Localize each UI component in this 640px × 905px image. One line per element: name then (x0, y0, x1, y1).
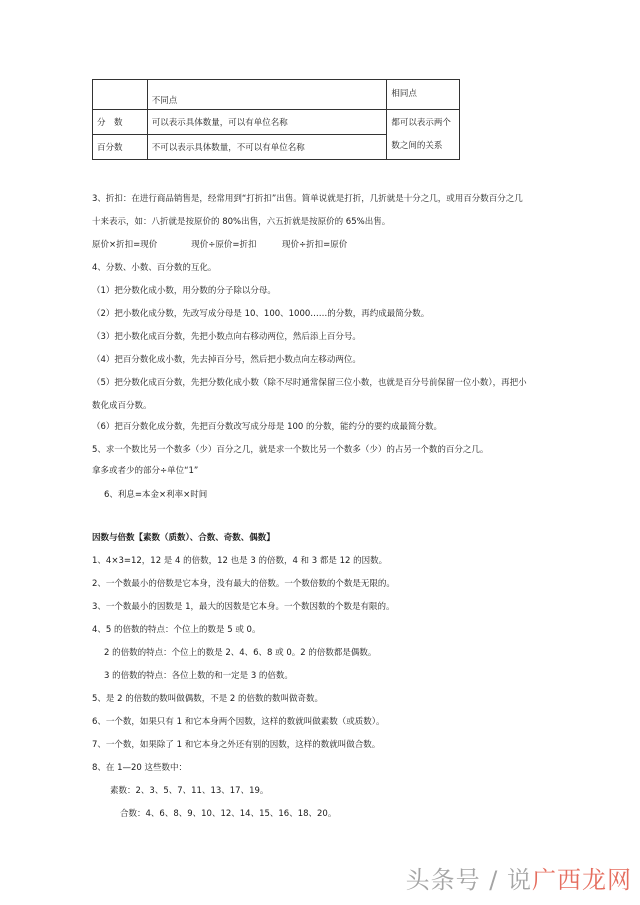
table-header-row (93, 80, 460, 110)
table-header-cell: 不同点 (147, 80, 387, 110)
watermark-right: 广西龙网 (532, 866, 632, 894)
table-row (93, 110, 460, 135)
text-line: 7、一个数，如果除了 1 和它本身之外还有别的因数，这样的数就叫做合数。 (92, 740, 381, 750)
text-line: （4）把百分数化成小数，先去掉百分号，然后把小数点向左移动两位。 (92, 355, 361, 365)
text-line: 数化成百分数。 (92, 401, 152, 411)
text-line: （6）把百分数化成分数，先把百分数改写成分母是 100 的分数，能约分的要约成最简分数。 (92, 422, 443, 432)
table-cell: 分 数 (93, 110, 148, 135)
text-line: 拿多或者少的部分÷单位“1” (92, 466, 199, 476)
text-line: 6、一个数，如果只有 1 和它本身两个因数，这样的数就叫做素数（或质数）。 (92, 717, 385, 727)
watermark (406, 860, 632, 895)
text-line: 2 的倍数的特点：个位上的数是 2、4、6、8 或 0。2 的倍数都是偶数。 (104, 648, 377, 658)
text-line: （2）把小数化成分数，先改写成分母是 10、100、1000……的分数，再约成最简分数。 (92, 309, 430, 319)
text-line: 8、在 1—20 这些数中： (92, 763, 188, 773)
text-line: 6、利息=本金×利率×时间 (104, 490, 208, 500)
text-line: 3、折扣：在进行商品销售是，经常用到“打折扣”出售。简单说就是打折，几折就是十分之几，或用百分数百分之几 (92, 194, 523, 204)
table-cell-same: 都可以表示两个数之间的关系 (387, 110, 460, 160)
watermark-left: 头条号 / 说 (405, 866, 532, 894)
text-line: （5）把分数化成百分数，先把分数化成小数（除不尽时通常保留三位小数，也就是百分号前保留一位小数），再把小 (92, 378, 527, 388)
text-line: 合数：4、6、8、9、10、12、14、15、16、18、20。 (120, 809, 337, 819)
text-line: 3、一个数最小的因数是 1，最大的因数是它本身。一个数因数的个数是有限的。 (92, 602, 395, 612)
table-cell: 不可以表示具体数量，不可以有单位名称 (147, 135, 387, 160)
text-line: 1、4×3=12，12 是 4 的倍数，12 也是 3 的倍数，4 和 3 都是 12 的因数。 (92, 556, 388, 566)
text-line: 5、是 2 的倍数的数叫做偶数，不是 2 的倍数的数叫做奇数。 (92, 694, 324, 704)
text-line: 3 的倍数的特点：各位上数的和一定是 3 的倍数。 (104, 671, 293, 681)
table-cell: 百分数 (93, 135, 148, 160)
section-heading: 因数与倍数【素数（质数）、合数、奇数、偶数】 (92, 533, 275, 543)
table-cell: 可以表示具体数量，可以有单位名称 (147, 110, 387, 135)
text-line: （1）把分数化成小数，用分数的分子除以分母。 (92, 286, 276, 296)
text-line: 原价×折扣=现价 现价÷原价=折扣 现价÷折扣=原价 (92, 240, 348, 250)
comparison-table (92, 79, 460, 160)
table-header-cell (93, 80, 148, 110)
text-line: 4、分数、小数、百分数的互化。 (92, 263, 217, 273)
text-line: 素数：2、3、5、7、11、13、17、19。 (110, 786, 269, 796)
text-line: （3）把小数化成百分数，先把小数点向右移动两位，然后添上百分号。 (92, 332, 361, 342)
text-line: 4、5 的倍数的特点：个位上的数是 5 或 0。 (92, 625, 261, 635)
table-header-cell: 相同点 (387, 80, 460, 110)
text-line: 十来表示，如：八折就是按原价的 80%出售，六五折就是按原价的 65%出售。 (92, 217, 391, 227)
text-line: 5、求一个数比另一个数多（少）百分之几，就是求一个数比另一个数多（少）的占另一个数的百分之几。 (92, 445, 489, 455)
text-line: 2、一个数最小的倍数是它本身，没有最大的倍数。一个数倍数的个数是无限的。 (92, 579, 395, 589)
